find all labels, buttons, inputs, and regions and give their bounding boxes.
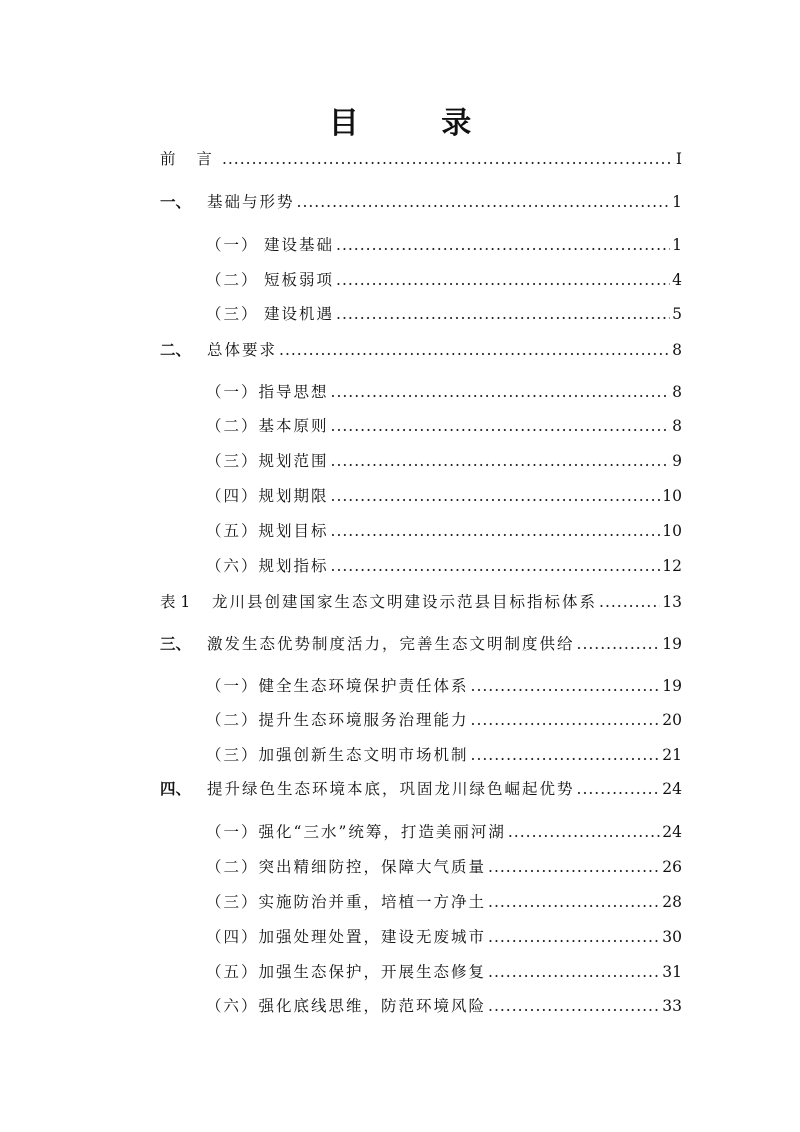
toc-number: （四）	[206, 487, 259, 505]
toc-entry-subsection[interactable]	[206, 674, 682, 698]
dot-leader	[471, 708, 661, 732]
dot-leader	[471, 674, 661, 698]
toc-page-number: 20	[662, 711, 682, 729]
toc-entry-subsection[interactable]	[206, 302, 682, 326]
toc-number: （三）	[206, 452, 259, 470]
dot-leader	[488, 994, 660, 1018]
toc-page-number: 5	[672, 305, 682, 323]
toc-entry-subsection[interactable]	[206, 855, 682, 879]
dot-leader	[488, 925, 660, 949]
toc-entry-subsection[interactable]	[206, 414, 682, 438]
toc-entry-subsection[interactable]	[206, 268, 682, 292]
dot-leader	[599, 590, 660, 614]
toc-page-number: 21	[662, 746, 682, 764]
toc-text: 突出精细防控，保障大气质量	[258, 858, 487, 876]
dot-leader	[331, 484, 661, 508]
toc-number: 前 言	[160, 150, 220, 168]
toc-page-number: 30	[662, 928, 682, 946]
toc-text: 加强处理处置，建设无废城市	[258, 928, 487, 946]
dot-leader	[222, 147, 674, 171]
dot-leader	[577, 777, 661, 801]
toc-text: 规划指标	[258, 557, 329, 575]
toc-number: （六）	[206, 997, 259, 1015]
toc-text: 加强生态保护，开展生态修复	[258, 963, 487, 981]
toc-text: 激发生态优势制度活力，完善生态文明制度供给	[207, 635, 575, 653]
toc-page-number: 9	[672, 452, 682, 470]
toc-page-number: 13	[662, 593, 682, 611]
toc-text: 基本原则	[258, 417, 329, 435]
toc-page-number: 19	[662, 677, 682, 695]
toc-page-number: 8	[672, 417, 682, 435]
toc-text: 基础与形势	[207, 193, 295, 211]
dot-leader	[331, 519, 661, 543]
toc-entry-section-4[interactable]	[160, 777, 682, 801]
toc-entry-subsection[interactable]	[206, 519, 682, 543]
dot-leader	[297, 190, 671, 214]
toc-number: （五）	[206, 522, 259, 540]
toc-number: （二）	[206, 271, 259, 289]
toc-number: 二、	[160, 340, 192, 359]
toc-text: 规划期限	[258, 487, 329, 505]
toc-text: 提升生态环境服务治理能力	[258, 711, 469, 729]
toc-entry-subsection[interactable]	[206, 449, 682, 473]
toc-number: （五）	[206, 963, 259, 981]
toc-text: 建设机遇	[264, 305, 335, 323]
dot-leader	[336, 268, 670, 292]
toc-entry-subsection[interactable]	[206, 890, 682, 914]
toc-number: 一、	[160, 192, 192, 211]
toc-number: （一）	[206, 677, 259, 695]
toc-text: 规划目标	[258, 522, 329, 540]
dot-leader	[331, 414, 671, 438]
dot-leader	[471, 743, 661, 767]
toc-entry-subsection[interactable]	[206, 233, 682, 257]
toc-page-number: 12	[662, 557, 682, 575]
toc-page-number: 1	[672, 236, 682, 254]
toc-number: （二）	[206, 858, 259, 876]
dot-leader	[488, 890, 660, 914]
toc-page-number: 4	[672, 271, 682, 289]
toc-entry-subsection[interactable]	[206, 743, 682, 767]
dot-leader	[336, 302, 670, 326]
toc-text: 规划范围	[258, 452, 329, 470]
toc-number: （六）	[206, 557, 259, 575]
toc-text: 总体要求	[207, 341, 278, 359]
toc-text: 提升绿色生态环境本底，巩固龙川绿色崛起优势	[207, 780, 575, 798]
toc-entry-table-1[interactable]	[160, 590, 682, 614]
toc-text: 短板弱项	[264, 271, 335, 289]
toc-number: 三、	[160, 634, 192, 653]
toc-number: （四）	[206, 928, 259, 946]
toc-text: 指导思想	[258, 383, 329, 401]
toc-entry-subsection[interactable]	[206, 820, 682, 844]
toc-number: 表 1	[160, 593, 191, 611]
toc-text: 建设基础	[264, 236, 335, 254]
toc-entry-subsection[interactable]	[206, 554, 682, 578]
dot-leader	[331, 380, 671, 404]
toc-text: 强化“三水”统筹，打造美丽河湖	[258, 823, 506, 841]
toc-number: （一）	[206, 823, 259, 841]
toc-entry-section-3[interactable]	[160, 632, 682, 656]
toc-entry-subsection[interactable]	[206, 380, 682, 404]
page-title: 目 录	[328, 106, 508, 141]
toc-number: 四、	[160, 779, 192, 798]
dot-leader	[331, 554, 661, 578]
toc-page-number: 24	[662, 780, 682, 798]
toc-entry-section-1[interactable]	[160, 190, 682, 214]
toc-page-number: 24	[662, 823, 682, 841]
dot-leader	[488, 960, 660, 984]
toc-text: 加强创新生态文明市场机制	[258, 746, 469, 764]
toc-entry-preface[interactable]	[160, 147, 682, 171]
toc-text: 实施防治并重，培植一方净土	[258, 893, 487, 911]
toc-number: （三）	[206, 746, 259, 764]
dot-leader	[279, 338, 670, 362]
toc-page-number: 26	[662, 858, 682, 876]
toc-number: （三）	[206, 305, 259, 323]
toc-number: （一）	[206, 383, 259, 401]
toc-text: 健全生态环境保护责任体系	[258, 677, 469, 695]
toc-page-number: 10	[662, 522, 682, 540]
toc-page-number: 1	[672, 193, 682, 211]
toc-number: （二）	[206, 417, 259, 435]
toc-entry-subsection[interactable]	[206, 925, 682, 949]
toc-page-number: I	[675, 150, 682, 168]
toc-page-number: 10	[662, 487, 682, 505]
toc-text: 龙川县创建国家生态文明建设示范县目标指标体系	[212, 593, 598, 611]
toc-entry-section-2[interactable]	[160, 338, 682, 362]
dot-leader	[488, 855, 660, 879]
toc-page-number: 8	[672, 341, 682, 359]
toc-entry-subsection[interactable]	[206, 708, 682, 732]
toc-entry-subsection[interactable]	[206, 484, 682, 508]
toc-entry-subsection[interactable]	[206, 994, 682, 1018]
toc-page-number: 31	[662, 963, 682, 981]
toc-number: （一）	[206, 236, 259, 254]
toc-page-number: 28	[662, 893, 682, 911]
toc-number: （三）	[206, 893, 259, 911]
dot-leader	[508, 820, 660, 844]
dot-leader	[577, 632, 661, 656]
toc-text: 强化底线思维，防范环境风险	[258, 997, 487, 1015]
toc-number: （二）	[206, 711, 259, 729]
toc-page-number: 8	[672, 383, 682, 401]
dot-leader	[331, 449, 671, 473]
toc-page-number: 33	[662, 997, 682, 1015]
dot-leader	[336, 233, 670, 257]
toc-page-number: 19	[662, 635, 682, 653]
toc-entry-subsection[interactable]	[206, 960, 682, 984]
